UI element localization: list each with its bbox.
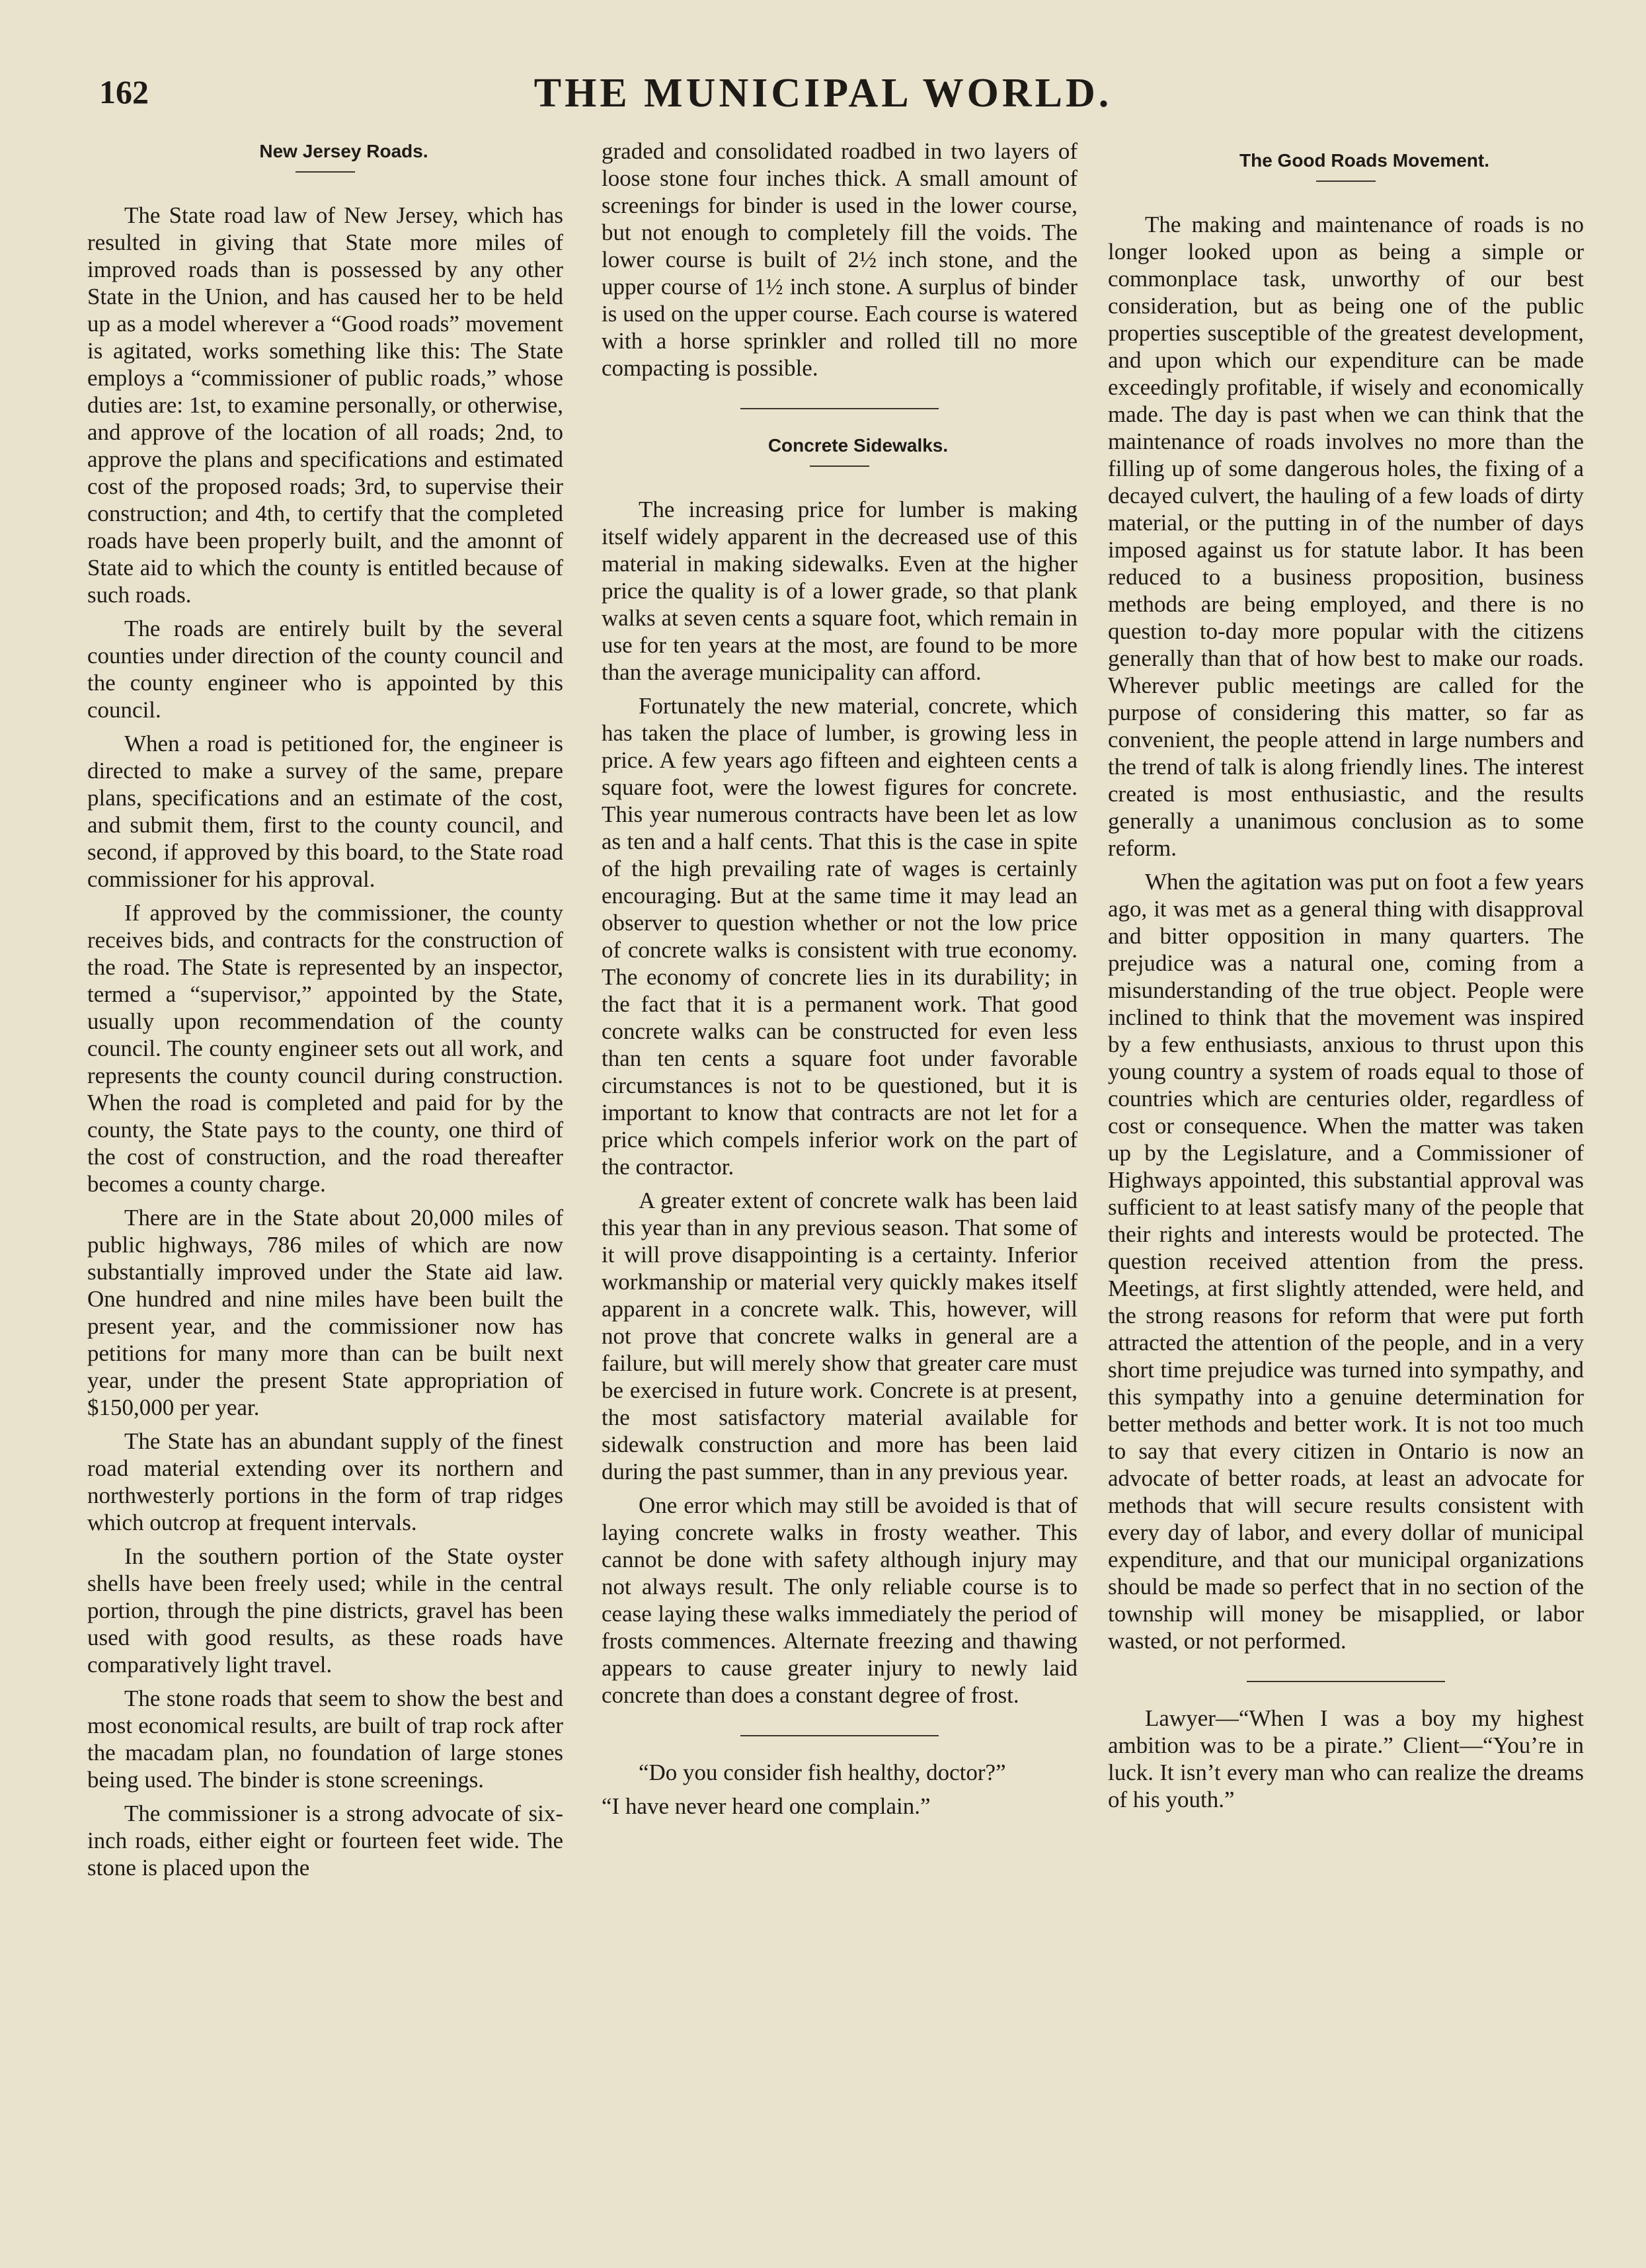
paragraph-continued: graded and consolidated roadbed in two layers of loose stone four inches thick. A small amount of screenings for binder is used in the lower course, but not enough to completely fill the voids. The lower course is built of 2½ inch stone, and the upper course of 1½ inch stone. A surplus of binder is used on the upper course. Each course is watered with a horse sprinkler and rolled till no more compacting is possible. [602, 138, 1078, 381]
heading-rule [810, 466, 869, 467]
joke-lawyer-client: Lawyer—“When I was a boy my highest ambition was to be a pirate.” Client—“You’re in luck. It isn’t every man who can realize the dreams of his youth.” [1108, 1705, 1584, 1812]
paragraph: When the agitation was put on foot a few years ago, it was met as a general thing with disapproval and bitter opposition in many quarters. The prejudice was a natural one, coming from a misunderstanding of the true object. People were inclined to think that the movement was inspired by a few enthusiasts, anxious to thrust upon this young country a system of roads equal to those of countries which are centuries older, regardless of cost or consequence. When the matter was taken up by the Legislature, and a Commissioner of Highways appointed, this substantial approval was sufficient to at least satisfy many of the people that their rights and interests would be protected. The question received attention from the press. Meetings, at first slightly attended, were held, and the strong reasons for reform that were put forth attracted the attention of the people, and in a very short time prejudice was turned into sympathy, and this sympathy into a genuine determination for better methods and better work. It is not too much to say that every citizen in Ontario is now an advocate of better roads, at least an advocate for methods that will secure results consistent with every day of labor, and every dollar of municipal expenditure, and that our municipal organizations should be made so perfect that in no section of the township will money be misapplied, or labor wasted, or not performed. [1108, 869, 1584, 1654]
article-divider [740, 408, 939, 409]
paragraph: The commissioner is a strong advocate of six-inch roads, either eight or fourteen feet wide. The stone is placed upon the [87, 1801, 563, 1881]
joke-question: “Do you consider fish healthy, doctor?” [639, 1760, 1006, 1785]
article-heading-new-jersey-roads: New Jersey Roads. [259, 141, 428, 161]
paragraph: The increasing price for lumber is making itself widely apparent in the decreased use of this material in making sidewalks. Even at the higher price the quality is of a lower grade, so that plank walks at seven cents a square foot, which remain in use for ten years at the most, are found to be more than the average municipality can afford. [602, 497, 1078, 685]
page-number: 162 [99, 73, 149, 110]
article-heading-concrete-sidewalks: Concrete Sidewalks. [767, 435, 949, 456]
masthead-title: THE MUNICIPAL WORLD. [533, 71, 1113, 116]
paragraph: A greater extent of concrete walk has been laid this year than in any previous season. That some of it will prove disappointing is a certainty. Inferior workmanship or material very quickly makes itself apparent in a concrete walk. This, however, will not prove that concrete walks in general are a failure, but will merely show that greater care must be exercised in future work. Concrete is at present, the most satisfactory material available for sidewalk construction and more has been laid during the past summer, than in any previous year. [602, 1188, 1078, 1484]
column-1 [87, 138, 563, 1888]
paragraph: The making and maintenance of roads is no longer looked upon as being a simple or commonplace task, unworthy of our best consideration, but as being one of the public properties susceptible of the greatest development, and upon which our expenditure can be made exceedingly profitable, if wisely and economically made. The day is past when we can think that the maintenance of roads involves no more than the filling up of some dangerous holes, the fixing of a decayed culvert, the hauling of a few loads of dirty material, or the putting in of the number of days imposed against us for statute labor. It has been reduced to a business proposition, business methods are being employed, and there is no question to-day more popular with the citizens generally than that of how best to make our roads. Wherever public meetings are called for the purpose of considering this matter, so far as convenient, the people attend in large numbers and the trend of talk is along friendly lines. The interest created is most enthusiastic, and the results generally a unanimous conclusion as to some reform. [1108, 212, 1584, 861]
paragraph: The roads are entirely built by the several counties under direction of the county council and the county engineer who is appointed by this council. [87, 616, 563, 723]
paragraph: If approved by the commissioner, the county receives bids, and contracts for the construction of the road. The State is represented by an inspector, termed a “supervisor,” appointed by the State, usually upon recommendation of the county council. The county engineer sets out all work, and represents the county council during construction. When the road is completed and paid for by the county, the State pays to the county, one third of the cost of construction, and the road thereafter becomes a county charge. [87, 900, 563, 1197]
column-2 [602, 138, 1078, 1826]
paragraph: When a road is petitioned for, the engineer is directed to make a survey of the same, prepare plans, specifications and an estimate of the cost, and submit them, first to the county council, and second, if approved by this board, to the State road commissioner for his approval. [87, 731, 563, 892]
article-divider [740, 1735, 939, 1736]
paragraph: In the southern portion of the State oyster shells have been freely used; while in the central portion, through the pine districts, gravel has been used with good results, as these roads have comparatively light travel. [87, 1543, 563, 1678]
paragraph: There are in the State about 20,000 miles of public highways, 786 miles of which are now substantially improved under the State aid law. One hundred and nine miles have been built the present year, and the commissioner now has petitions for many more than can be built next year, under the present State appropriation of $150,000 per year. [87, 1205, 563, 1420]
joke-answer: “I have never heard one complain.” [602, 1793, 931, 1819]
paragraph: The State road law of New Jersey, which has resulted in giving that State more miles of improved roads than is possessed by any other State in the Union, and has caused her to be held up as a model wherever a “Good roads” movement is agitated, works something like this: The State employs a “commissioner of public roads,” whose duties are: 1st, to examine personally, or otherwise, and approve of the location of all roads; 2nd, to approve the plans and specifications and estimated cost of the proposed roads; 3rd, to supervise their construction; and 4th, to certify that the completed roads have been properly built, and the amonnt of State aid to which the county is entitled because of such roads. [87, 202, 563, 608]
article-divider [1247, 1681, 1445, 1682]
paragraph: Fortunately the new material, concrete, which has taken the place of lumber, is growing less in price. A few years ago fifteen and eighteen cents a square foot, were the lowest figures for concrete. This year numerous contracts have been let as low as ten and a half cents. That this is the case in spite of the high prevailing rate of wages is certainly encouraging. But at the same time it may lead an observer to question whether or not the low price of concrete walks is consistent with true economy. The economy of concrete lies in its durability; in the fact that it is a permanent work. That good concrete walks can be constructed for even less than ten cents a square foot under favorable circumstances is not to be questioned, but it is important to know that contracts are not let for a price which compels inferior work on the part of the contractor. [602, 693, 1078, 1180]
heading-rule [295, 171, 355, 173]
heading-rule [1316, 181, 1376, 182]
article-heading-good-roads: The Good Roads Movement. [1239, 150, 1490, 171]
paragraph: One error which may still be avoided is that of laying concrete walks in frosty weather. This cannot be done with safety although injury may not always result. The only reliable course is to cease laying these walks immediately the period of frosts commences. Alternate freezing and thawing appears to cause greater injury to newly laid concrete than does a constant degree of frost. [602, 1492, 1078, 1708]
paragraph: The stone roads that seem to show the best and most economical results, are built of trap rock after the macadam plan, no foundation of large stones being used. The binder is stone screenings. [87, 1685, 563, 1793]
column-3 [1108, 147, 1584, 1820]
paragraph: The State has an abundant supply of the finest road material extending over its northern and northwesterly portions in the form of trap ridges which outcrop at frequent intervals. [87, 1428, 563, 1535]
